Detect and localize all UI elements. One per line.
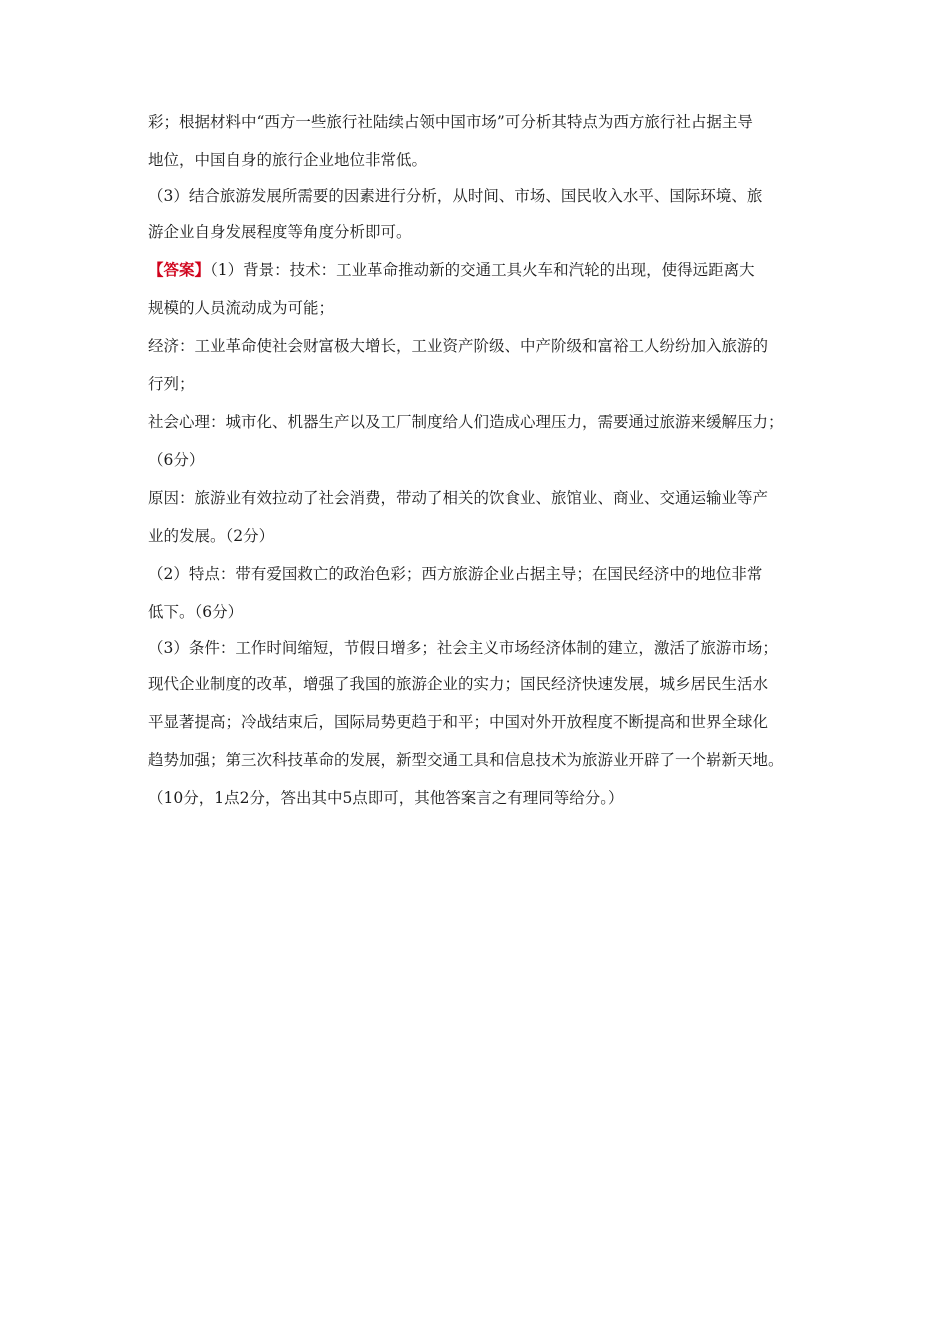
text-line: （2）特点：带有爱国救亡的政治色彩；西方旅游企业占据主导；在国民经济中的地位非常 xyxy=(148,565,763,583)
text-line: 彩；根据材料中“西方一些旅行社陆续占领中国市场”可分析其特点为西方旅行社占据主导 xyxy=(148,113,753,131)
text-line: 行列； xyxy=(148,375,195,393)
text-line: 经济：工业革命使社会财富极大增长，工业资产阶级、中产阶级和富裕工人纷纷加入旅游的 xyxy=(148,337,769,355)
text-line: （3）条件：工作时间缩短，节假日增多；社会主义市场经济体制的建立，激活了旅游市场； xyxy=(148,639,778,657)
text-line: 业的发展。（2分） xyxy=(148,527,275,545)
text-line: 低下。（6分） xyxy=(148,603,244,621)
answer-tag: 【答案】 xyxy=(148,260,211,279)
text-line: 原因：旅游业有效拉动了社会消费，带动了相关的饮食业、旅馆业、商业、交通运输业等产 xyxy=(148,489,769,507)
text-line: （6分） xyxy=(148,451,205,469)
text-line: （10分，1点2分，答出其中5点即可，其他答案言之有理同等给分。） xyxy=(148,789,624,807)
document-body xyxy=(148,103,838,817)
text-line: 地位，中国自身的旅行企业地位非常低。 xyxy=(148,151,428,169)
text-line: （3）结合旅游发展所需要的因素进行分析，从时间、市场、国民收入水平、国际环境、旅 xyxy=(148,187,763,205)
text-line: 规模的人员流动成为可能； xyxy=(148,299,335,317)
answer-first-line: （1）背景：技术：工业革命推动新的交通工具火车和汽轮的出现，使得远距离大 xyxy=(210,261,755,279)
text-line: 平显著提高；冷战结束后，国际局势更趋于和平；中国对外开放程度不断提高和世界全球化 xyxy=(148,713,769,731)
text-line: 趋势加强；第三次科技革命的发展，新型交通工具和信息技术为旅游业开辟了一个崭新天地。 xyxy=(148,751,784,769)
text-line: 游企业自身发展程度等角度分析即可。 xyxy=(148,223,412,241)
text-line: 现代企业制度的改革，增强了我国的旅游企业的实力；国民经济快速发展，城乡居民生活水 xyxy=(148,675,769,693)
text-line: 社会心理：城市化、机器生产以及工厂制度给人们造成心理压力，需要通过旅游来缓解压力； xyxy=(148,413,784,431)
answer-line xyxy=(148,251,838,289)
